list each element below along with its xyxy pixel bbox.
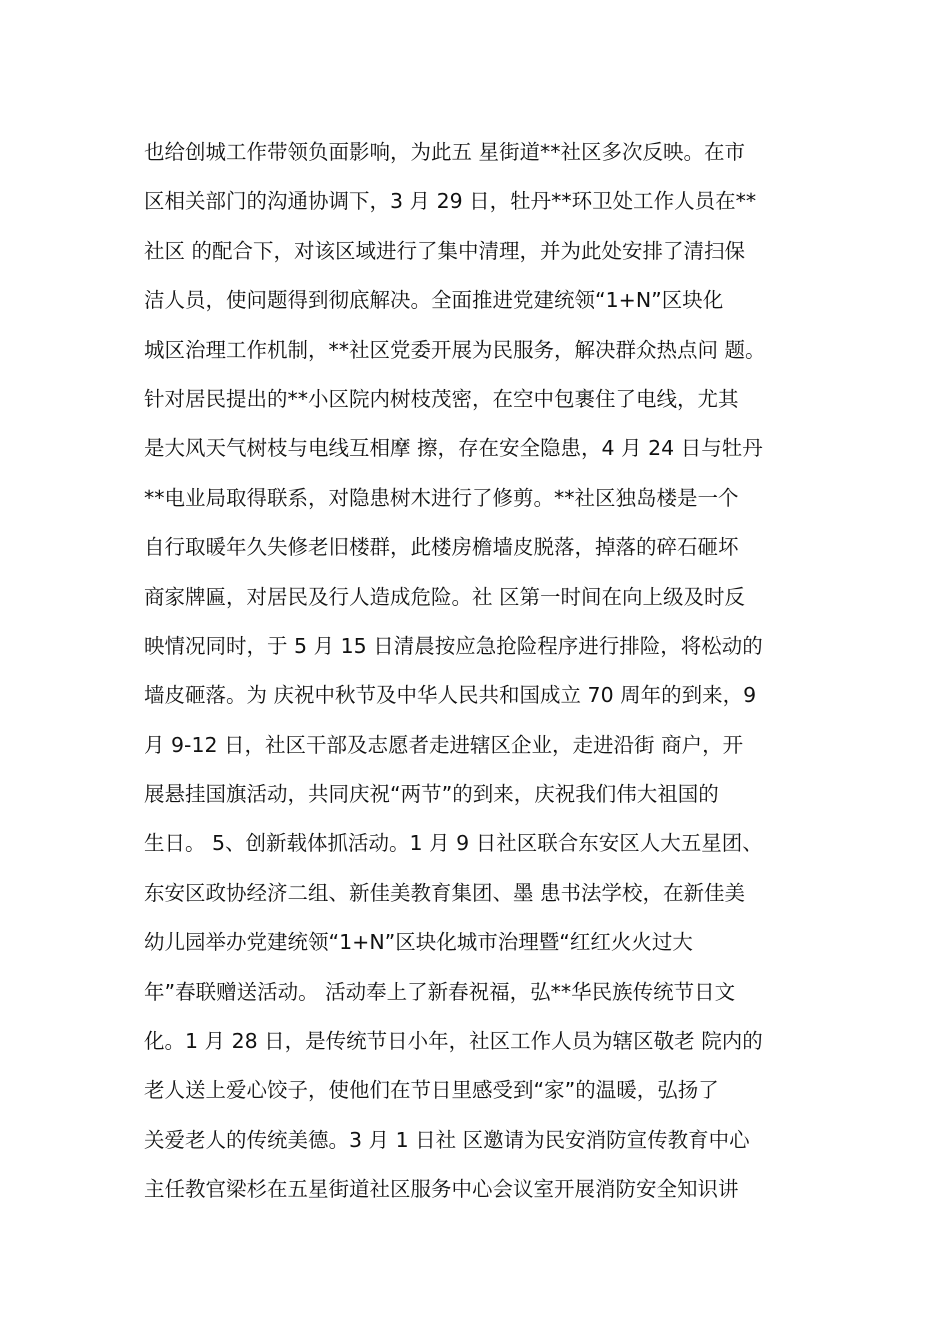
text-line: 月 9-12 日，社区干部及志愿者走进辖区企业，走进沿街 商户，开 <box>144 732 744 757</box>
text-line: 映情况同时，于 5 月 15 日清晨按应急抢险程序进行排险，将松动的 <box>144 633 763 658</box>
text-line: 是大风天气树枝与电线互相摩 擦，存在安全隐患，4 月 24 日与牡丹 <box>144 436 763 461</box>
text-line: 墙皮砸落。为 庆祝中秋节及中华人民共和国成立 70 周年的到来，9 <box>144 683 757 708</box>
text-line: 自行取暖年久失修老旧楼群，此楼房檐墙皮脱落，掉落的碎石砸坏 <box>144 535 739 560</box>
body-paragraph <box>144 128 824 1215</box>
text-line: **电业局取得联系，对隐患树木进行了修剪。**社区独岛楼是一个 <box>144 485 739 510</box>
text-line: 商家牌匾，对居民及行人造成危险。社 区第一时间在向上级及时反 <box>144 584 746 609</box>
text-line: 老人送上爱心饺子，使他们在节日里感受到“家”的温暖，弘扬了 <box>144 1078 719 1103</box>
text-line: 针对居民提出的**小区院内树枝茂密，在空中包裹住了电线，尤其 <box>144 386 739 411</box>
text-line: 年”春联赠送活动。 活动奉上了新春祝福，弘**华民族传统节日文 <box>144 979 736 1004</box>
text-line: 幼儿园举办党建统领“1+N”区块化城市治理暨“红红火火过大 <box>144 930 693 955</box>
text-line: 东安区政协经济二组、新佳美教育集团、墨 患书法学校，在新佳美 <box>144 880 746 905</box>
text-line: 关爱老人的传统美德。3 月 1 日社 区邀请为民安消防宣传教育中心 <box>144 1127 750 1152</box>
text-line: 化。1 月 28 日，是传统节日小年，社区工作人员为辖区敬老 院内的 <box>144 1029 763 1054</box>
text-line: 城区治理工作机制，**社区党委开展为民服务，解决群众热点问 题。 <box>144 337 766 362</box>
text-line: 生日。 5、创新载体抓活动。1 月 9 日社区联合东安区人大五星团、 <box>144 831 763 856</box>
text-line: 展悬挂国旗活动，共同庆祝“两节”的到来，庆祝我们伟大祖国的 <box>144 782 719 807</box>
text-line: 社区 的配合下，对该区域进行了集中清理，并为此处安排了清扫保 <box>144 238 746 263</box>
text-line: 主任教官梁杉在五星街道社区服务中心会议室开展消防安全知识讲 <box>144 1177 739 1202</box>
text-line: 洁人员，使问题得到彻底解决。全面推进党建统领“1+N”区块化 <box>144 288 724 313</box>
text-line: 也给创城工作带领负面影响，为此五 星街道**社区多次反映。在市 <box>144 140 746 164</box>
text-line: 区相关部门的沟通协调下，3 月 29 日，牡丹**环卫处工作人员在** <box>144 189 757 214</box>
